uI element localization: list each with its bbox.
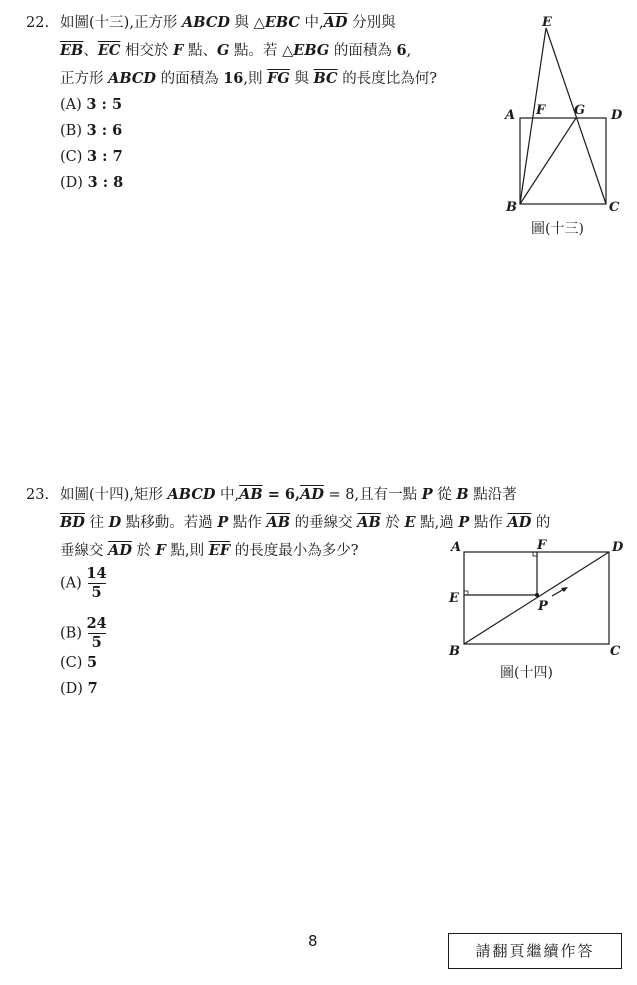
arrow-head: [561, 587, 568, 592]
segment-bg: [520, 118, 576, 204]
square-abcd: [520, 118, 606, 204]
question-text-line-1: 如圖(十四),矩形 ABCD 中$,\overline{AB} = 6,\overline{AD} = 8$,且有一點 P 從 B 點沿著: [60, 486, 517, 503]
option-a[interactable]: (A) 3 : 5: [60, 96, 123, 113]
label-p: P: [538, 599, 548, 614]
fraction: $\frac{14}{5}$: [86, 565, 107, 601]
turn-page-notice: 請翻頁繼續作答: [448, 933, 622, 969]
label-e: E: [449, 591, 459, 606]
option-c[interactable]: (C) 3 : 7: [60, 148, 123, 165]
figure-13: [498, 8, 630, 218]
question-text-line-2: $\overline{BD}$ 往 D 點移動。若過 P 點作 $\overline{AB}$ 的垂線交 $\overline{AB}$ 於 E 點,過 P 點作 $\overline{AD}$ 的: [60, 514, 551, 531]
figure-14-caption: 圖(十四): [500, 665, 553, 681]
label-b: B: [449, 644, 460, 659]
question-number: 22.: [26, 15, 50, 31]
label-b: B: [506, 200, 517, 215]
figure-13-caption: 圖(十三): [531, 221, 584, 237]
question-text-line-2: $\overline{EB}$、$\overline{EC}$ 相交於 F 點、G 點。若 △EBG 的面積為 6,: [60, 42, 412, 59]
label-f: F: [536, 103, 546, 118]
question-text-line-3: 正方形 ABCD 的面積為 16,則 $\overline{FG}$ 與 $\overline{BC}$ 的長度比為何?: [60, 70, 437, 87]
question-text-line-1: 如圖(十三),正方形 ABCD 與 △EBC 中$,\overline{AD}$ 分別與: [60, 14, 396, 31]
point-p-dot: [535, 593, 539, 597]
question-22: [26, 10, 506, 200]
option-a[interactable]: (A) $\frac{14}{5}$: [60, 565, 107, 601]
label-e: E: [542, 15, 552, 30]
label-g: G: [574, 103, 586, 118]
question-number: 23.: [26, 487, 50, 503]
label-d: D: [612, 540, 624, 555]
label-c: C: [609, 200, 620, 215]
fraction: $\frac{24}{5}$: [86, 615, 107, 651]
label-d: D: [611, 108, 623, 123]
label-c: C: [610, 644, 621, 659]
page-number: 8: [308, 932, 318, 950]
label-a: A: [505, 108, 516, 123]
figure-13-diagram: [498, 8, 630, 218]
label-a: A: [451, 540, 462, 555]
option-c[interactable]: (C) 5: [60, 654, 98, 671]
figure-14-diagram: [444, 536, 630, 662]
option-d[interactable]: (D) 7: [60, 680, 98, 697]
option-b[interactable]: (B) $\frac{24}{5}$: [60, 615, 107, 651]
option-b[interactable]: (B) 3 : 6: [60, 122, 123, 139]
option-d[interactable]: (D) 3 : 8: [60, 174, 124, 191]
question-text-line-3: 垂線交 $\overline{AD}$ 於 F 點,則 $\overline{EF}$ 的長度最小為多少?: [60, 542, 359, 559]
figure-14: [444, 536, 630, 662]
label-f: F: [537, 538, 547, 553]
